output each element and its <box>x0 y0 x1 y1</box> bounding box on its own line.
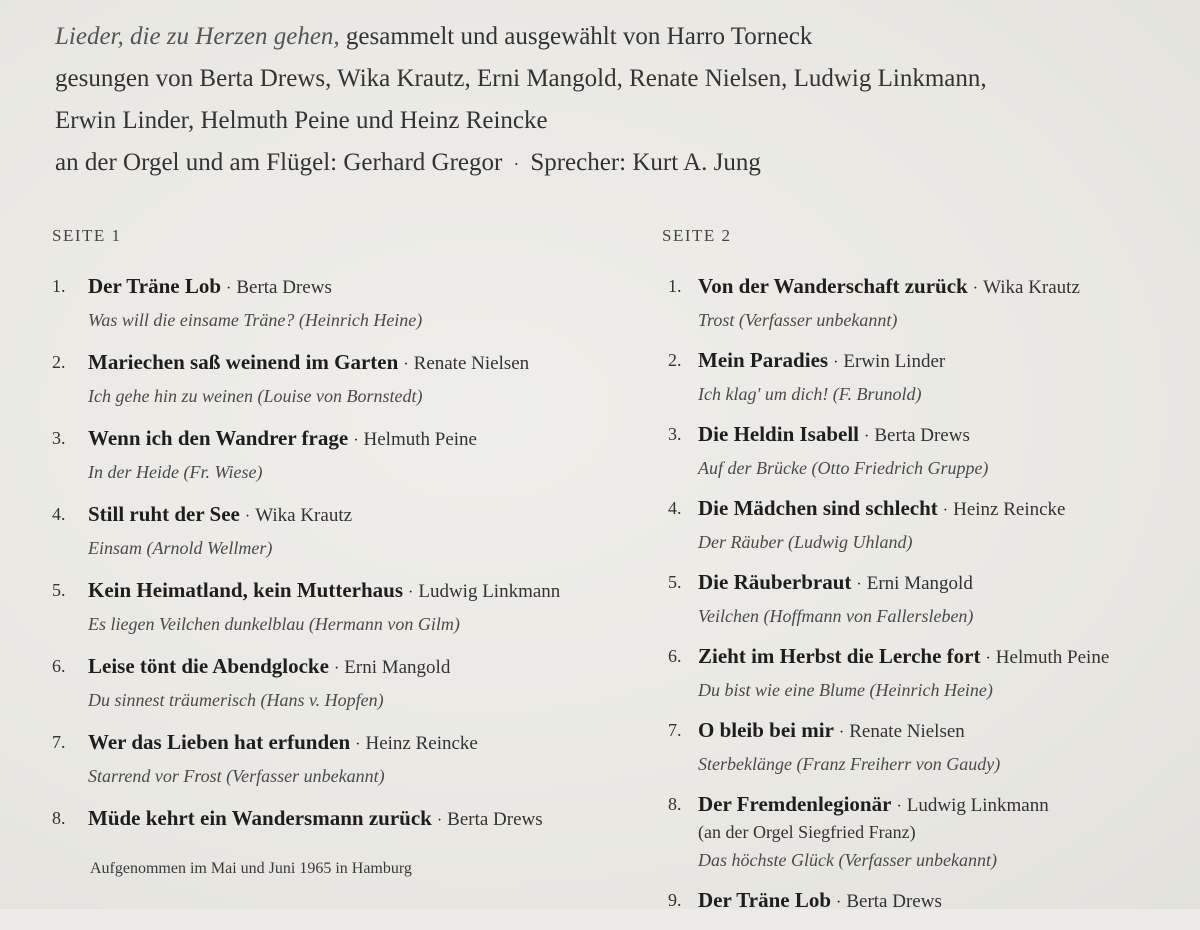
track-title-line <box>88 272 642 303</box>
track-title-line <box>88 576 642 607</box>
track-separator-dot: · <box>856 576 862 593</box>
track-item <box>52 728 642 789</box>
track-item <box>52 652 642 713</box>
track-item <box>52 348 642 409</box>
track-number: 3. <box>668 424 682 444</box>
track-separator-dot: · <box>833 354 839 371</box>
track-title: Die Heldin Isabell <box>698 422 860 446</box>
track-singer: Renate Nielsen <box>849 721 965 742</box>
track-item <box>52 804 642 835</box>
track-title: Mariechen saß weinend im Garten <box>88 350 399 374</box>
track-title: Zieht im Herbst die Lerche fort <box>698 644 981 668</box>
track-number: 4. <box>668 498 682 518</box>
track-separator-dot: · <box>333 660 340 677</box>
track-source: Der Räuber (Ludwig Uhland) <box>698 532 913 552</box>
track-title-line <box>698 642 1192 673</box>
track-separator-dot: · <box>972 280 979 297</box>
track-separator-dot: · <box>942 502 949 519</box>
track-singer: Heinz Reincke <box>365 733 478 754</box>
track-separator-dot: · <box>226 280 232 297</box>
track-number: 9. <box>668 890 682 910</box>
track-source: Ich gehe hin zu weinen (Louise von Bornstedt) <box>88 386 423 406</box>
track-source: Du bist wie eine Blume (Heinrich Heine) <box>698 680 993 700</box>
track-title-line <box>88 500 642 531</box>
track-title: Die Mädchen sind schlecht <box>698 496 938 520</box>
track-separator-dot: · <box>864 428 870 445</box>
track-source: Einsam (Arnold Wellmer) <box>88 538 273 558</box>
track-source: Veilchen (Hoffmann von Fallersleben) <box>698 606 974 626</box>
track-singer: Ludwig Linkmann <box>418 581 561 602</box>
track-item <box>662 346 1192 407</box>
track-singer: Erni Mangold <box>344 657 451 678</box>
track-title: Still ruht der See <box>88 502 240 526</box>
track-title: Wenn ich den Wandrer frage <box>88 426 349 450</box>
track-source: Was will die einsame Träne? (Heinrich Heine) <box>88 310 423 330</box>
track-title-line <box>88 348 642 379</box>
track-note: (an der Orgel Siegfried Franz) <box>698 822 916 842</box>
narrator-credit: Sprecher: Kurt A. Jung <box>530 149 761 176</box>
header-line-1 <box>55 16 1175 58</box>
track-separator-dot: · <box>403 356 409 373</box>
track-source: Auf der Brücke (Otto Friedrich Gruppe) <box>698 458 989 478</box>
track-source: Du sinnest träumerisch (Hans v. Hopfen) <box>88 690 384 710</box>
track-singer: Wika Krautz <box>983 277 1080 298</box>
track-source: In der Heide (Fr. Wiese) <box>88 462 263 482</box>
compiler-credit: gesammelt und ausgewählt von Harro Torneck <box>345 23 813 50</box>
track-source: Trost (Verfasser unbekannt) <box>698 310 898 330</box>
track-item <box>52 576 642 637</box>
track-singer: Erni Mangold <box>866 573 973 594</box>
track-number: 2. <box>52 352 66 372</box>
side-2-tracklist <box>662 272 1192 917</box>
track-title: Leise tönt die Abendglocke <box>88 654 329 678</box>
track-separator-dot: · <box>985 650 991 667</box>
side-1-label: SEITE 1 <box>52 226 122 245</box>
track-title-line <box>698 886 1192 917</box>
track-separator-dot: · <box>436 812 443 829</box>
track-title: O bleib bei mir <box>698 718 834 742</box>
track-singer: Berta Drews <box>447 809 543 830</box>
track-number: 3. <box>52 428 66 448</box>
recording-note: Aufgenommen im Mai und Juni 1965 in Hamburg <box>90 860 412 877</box>
track-title-line <box>698 568 1192 599</box>
track-item <box>52 500 642 561</box>
track-number: 2. <box>668 350 682 370</box>
organ-piano-credit: an der Orgel und am Flügel: Gerhard Gregor <box>55 149 503 176</box>
singers-credit-line-2: Erwin Linder, Helmuth Peine und Heinz Reincke <box>55 107 548 134</box>
track-item <box>662 568 1192 629</box>
track-singer: Berta Drews <box>846 891 942 912</box>
track-singer: Berta Drews <box>236 277 332 298</box>
header-line-4 <box>55 142 1175 185</box>
track-item <box>662 494 1192 555</box>
track-number: 5. <box>52 580 66 600</box>
track-item <box>662 716 1192 777</box>
track-title: Von der Wanderschaft zurück <box>698 274 968 298</box>
track-title: Kein Heimatland, kein Mutterhaus <box>88 578 404 602</box>
track-title: Mein Paradies <box>698 348 829 372</box>
credits-header <box>55 16 1175 185</box>
track-number: 4. <box>52 504 66 524</box>
track-title: Müde kehrt ein Wandersmann zurück <box>88 806 432 830</box>
track-number: 6. <box>52 656 66 676</box>
track-separator-dot: · <box>896 798 902 815</box>
track-source: Es liegen Veilchen dunkelblau (Hermann von Gilm) <box>88 614 460 634</box>
track-number: 7. <box>52 732 66 752</box>
track-title-line <box>698 494 1192 525</box>
track-item <box>662 642 1192 703</box>
track-separator-dot: · <box>408 584 414 601</box>
side-2-column <box>662 226 1192 930</box>
track-number: 1. <box>52 276 66 296</box>
track-source: Das höchste Glück (Verfasser unbekannt) <box>698 850 997 870</box>
track-singer: Helmuth Peine <box>995 647 1110 668</box>
track-number: 5. <box>668 572 682 592</box>
track-item <box>52 272 642 333</box>
track-singer: Helmuth Peine <box>363 429 477 450</box>
track-title-line <box>698 716 1192 747</box>
side-2-label: SEITE 2 <box>662 226 732 245</box>
track-separator-dot: · <box>836 894 842 911</box>
track-singer: Renate Nielsen <box>413 353 530 374</box>
track-singer: Heinz Reincke <box>953 499 1066 520</box>
track-title-line <box>88 424 642 455</box>
track-title-line <box>88 804 642 835</box>
track-source: Sterbeklänge (Franz Freiherr von Gaudy) <box>698 754 1001 774</box>
track-title-line <box>88 652 642 683</box>
track-item <box>52 424 642 485</box>
track-item <box>662 272 1192 333</box>
track-number: 7. <box>668 720 682 740</box>
track-number: 1. <box>668 276 682 296</box>
track-title: Wer das Lieben hat erfunden <box>88 730 351 754</box>
track-source: Ich klag' um dich! (F. Brunold) <box>698 384 922 404</box>
track-number: 8. <box>668 794 682 814</box>
track-singer: Wika Krautz <box>255 505 353 526</box>
track-separator-dot: · <box>355 736 361 753</box>
track-item <box>662 420 1192 481</box>
side-1-column <box>52 226 642 850</box>
track-title-line <box>698 420 1192 451</box>
track-number: 8. <box>52 808 66 828</box>
track-singer: Ludwig Linkmann <box>906 795 1049 816</box>
album-title: Lieder, die zu Herzen gehen, <box>55 23 340 50</box>
track-singer: Berta Drews <box>874 425 970 446</box>
singers-credit-line-1: gesungen von Berta Drews, Wika Krautz, Erni Mangold, Renate Nielsen, Ludwig Linkmann, <box>55 65 987 92</box>
track-item <box>662 790 1192 873</box>
track-title: Die Räuberbraut <box>698 570 852 594</box>
track-title: Der Träne Lob <box>88 274 222 298</box>
track-singer: Erwin Linder <box>843 351 946 372</box>
track-title-line <box>88 728 642 759</box>
track-title-line <box>698 790 1192 821</box>
separator-dot: · <box>513 154 520 175</box>
track-item <box>662 886 1192 917</box>
track-separator-dot: · <box>244 508 251 525</box>
side-1-tracklist <box>52 272 642 835</box>
track-source: Starrend vor Frost (Verfasser unbekannt) <box>88 766 385 786</box>
track-title-line <box>698 272 1192 303</box>
track-title-line <box>698 346 1192 377</box>
track-separator-dot: · <box>838 724 845 741</box>
track-separator-dot: · <box>353 432 359 449</box>
track-number: 6. <box>668 646 682 666</box>
track-title: Der Fremdenlegionär <box>698 792 892 816</box>
track-title: Der Träne Lob <box>698 888 832 912</box>
